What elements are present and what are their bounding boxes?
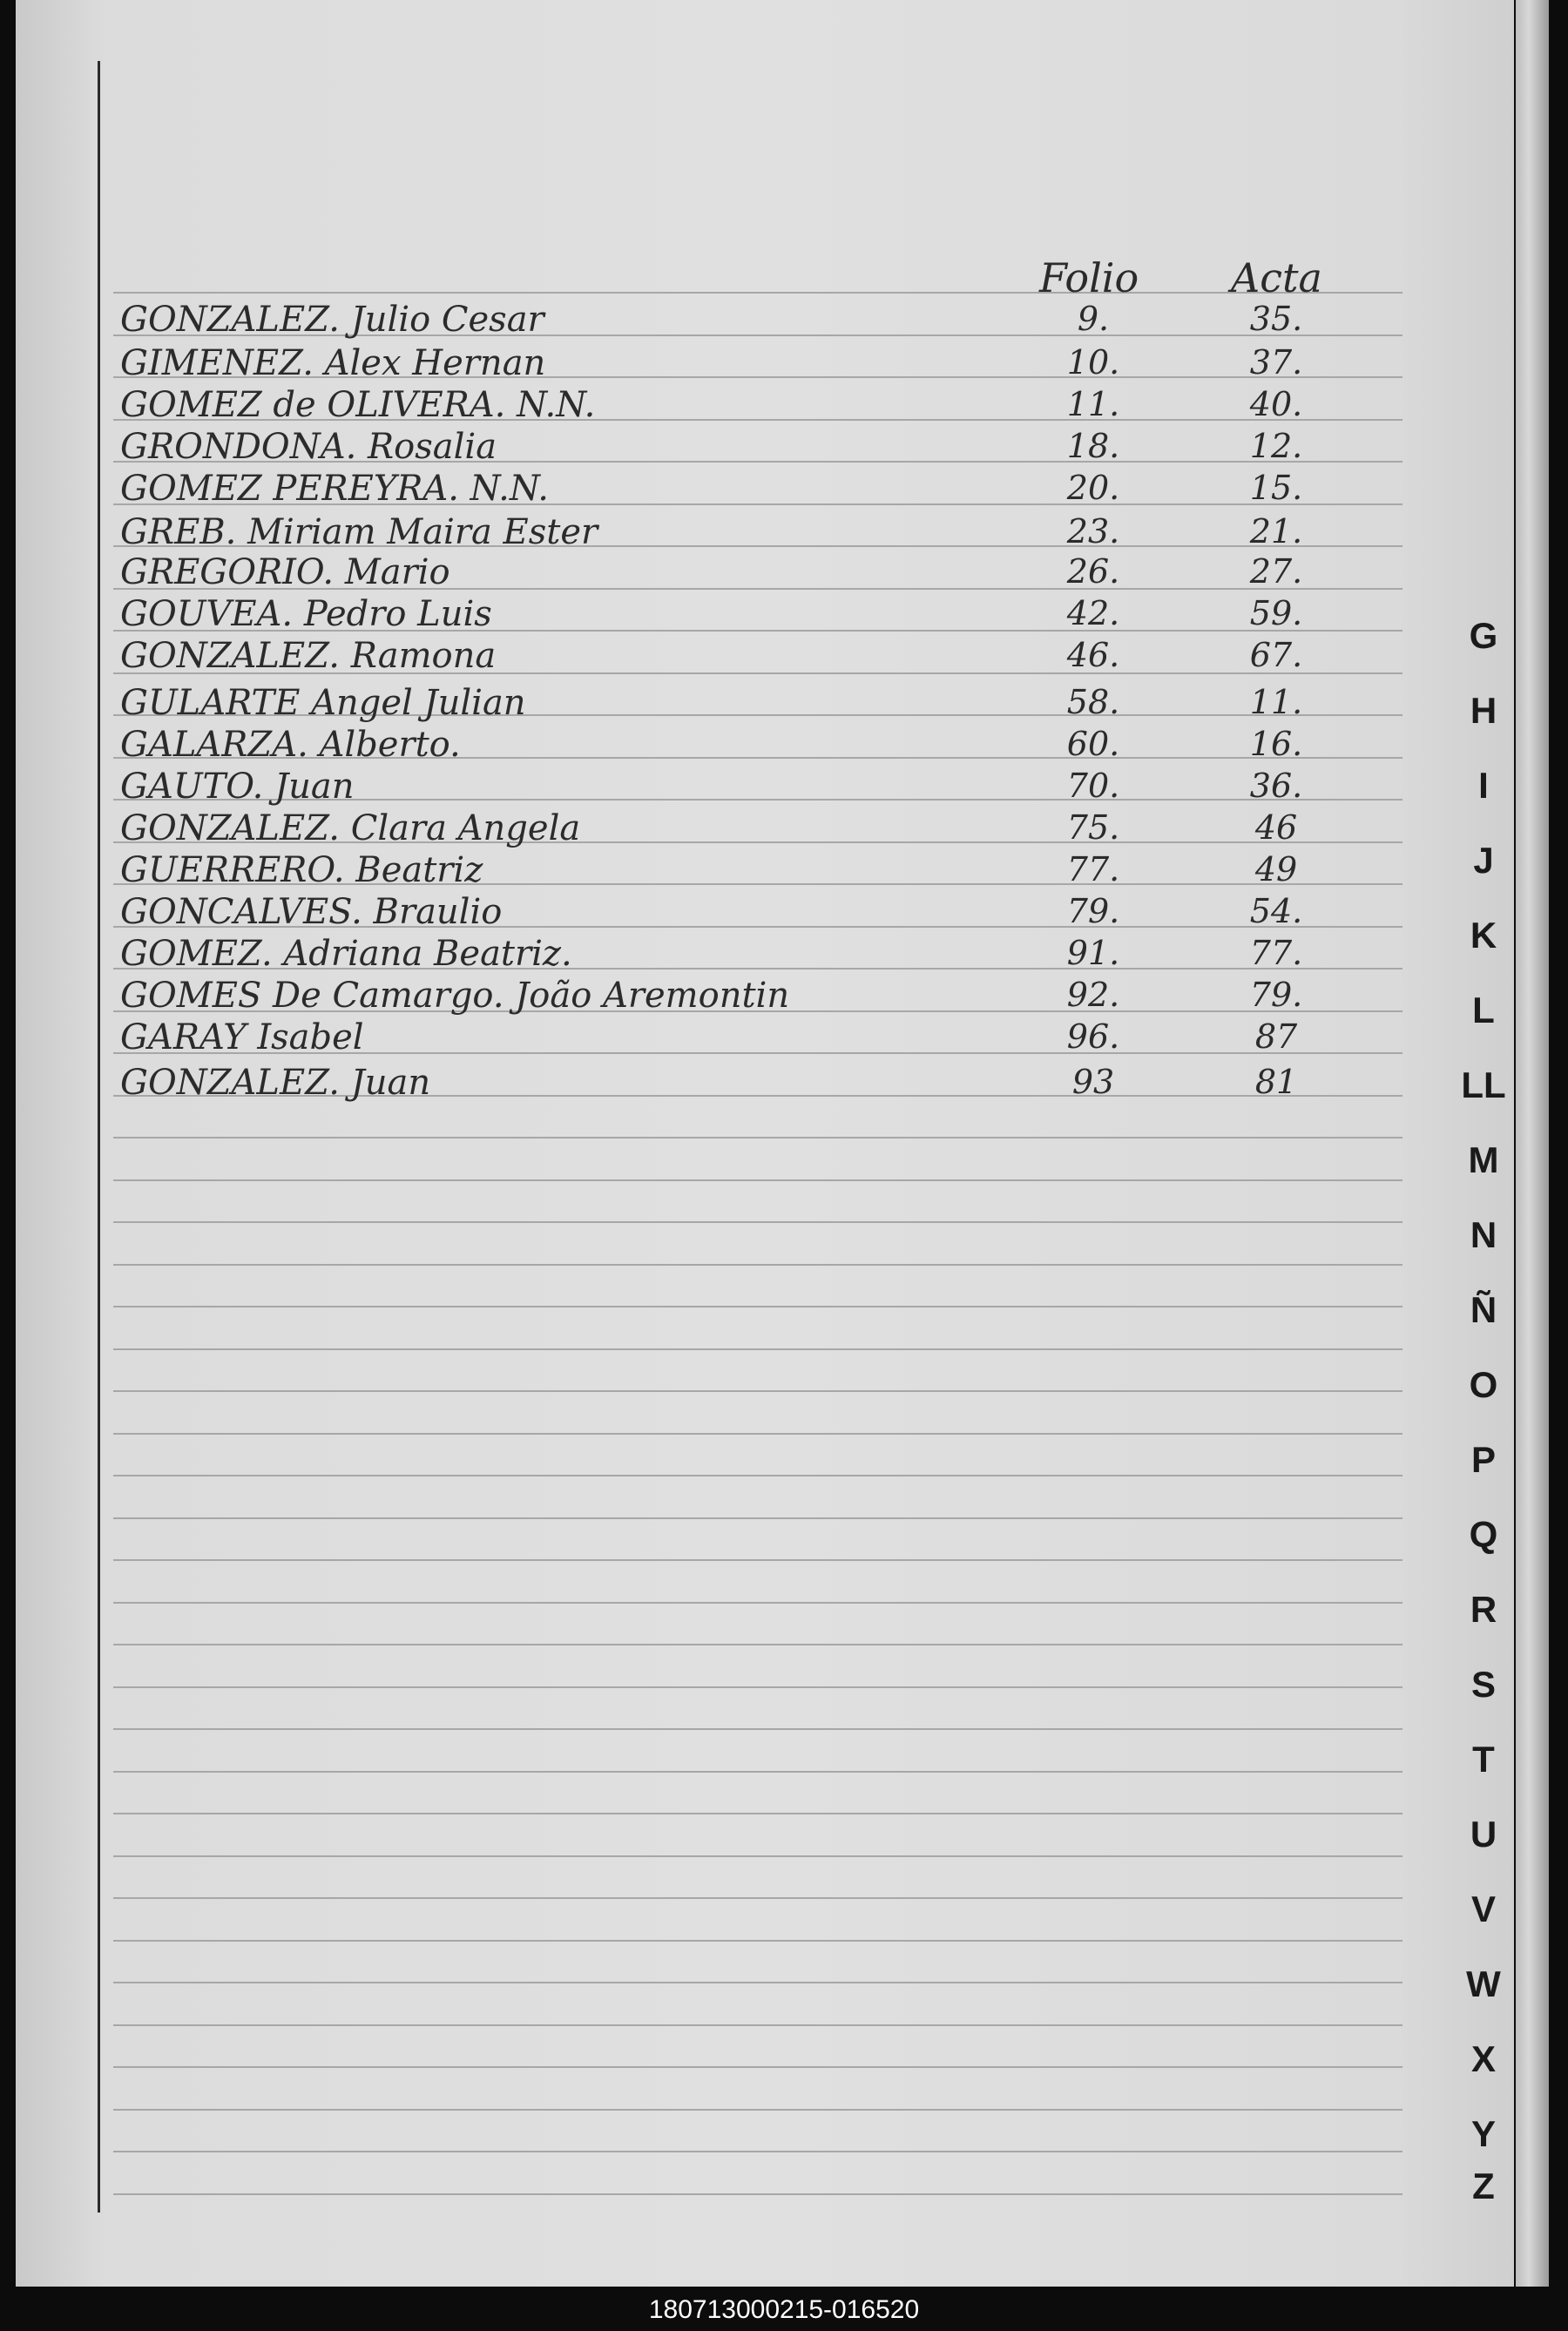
- entry-name: GONCALVES. Braulio: [120, 892, 503, 932]
- entry-name: GARAY Isabel: [120, 1017, 364, 1057]
- entry-acta: 77.: [1249, 934, 1303, 972]
- index-tab-r[interactable]: R: [1470, 1589, 1497, 1630]
- entry-name: GOUVEA. Pedro Luis: [120, 594, 492, 634]
- ruled-line: [113, 1137, 1402, 1138]
- entry-acta: 37.: [1249, 343, 1303, 382]
- index-tab-s[interactable]: S: [1470, 1664, 1496, 1705]
- entry-acta: 79.: [1249, 976, 1303, 1014]
- list-item: [113, 549, 1376, 592]
- entry-name: GOMEZ. Adriana Beatriz.: [120, 934, 572, 974]
- index-tab-i[interactable]: I: [1478, 765, 1489, 806]
- entry-name: GOMES De Camargo. João Aremontin: [120, 976, 790, 1016]
- ruled-line: [113, 1982, 1402, 1983]
- list-item: [113, 805, 1376, 848]
- list-item: [113, 972, 1376, 1016]
- list-item: [113, 632, 1376, 676]
- ruled-line: [113, 1559, 1402, 1561]
- list-item: [113, 340, 1376, 383]
- entry-folio: 11.: [1066, 385, 1120, 423]
- entry-acta: 40.: [1249, 385, 1303, 423]
- entry-folio: 18.: [1066, 427, 1120, 465]
- folio-column-header: Folio: [1039, 254, 1139, 301]
- list-item: [113, 763, 1376, 807]
- entry-name: GREGORIO. Mario: [120, 552, 450, 592]
- entry-acta: 59.: [1249, 594, 1303, 632]
- entry-folio: 26.: [1066, 552, 1120, 591]
- entry-name: GONZALEZ. Juan: [120, 1063, 431, 1103]
- entry-acta: 36.: [1249, 767, 1303, 805]
- list-item: [113, 509, 1376, 552]
- entry-acta: 81: [1254, 1063, 1298, 1101]
- list-item: [113, 1059, 1376, 1103]
- list-item: [113, 888, 1376, 932]
- index-tab-v[interactable]: V: [1470, 1888, 1496, 1929]
- ruled-line: [113, 1306, 1402, 1307]
- entry-name: GUERRERO. Beatriz: [120, 850, 483, 890]
- list-item: [113, 465, 1376, 509]
- entry-folio: 20.: [1066, 469, 1120, 507]
- entry-acta: 27.: [1249, 552, 1303, 591]
- entry-folio: 92.: [1066, 976, 1120, 1014]
- entry-folio: 91.: [1066, 934, 1120, 972]
- ledger-page: [16, 0, 1514, 2287]
- entry-acta: 16.: [1249, 725, 1303, 763]
- entry-acta: 21.: [1249, 512, 1303, 551]
- index-tab-k[interactable]: K: [1470, 915, 1497, 956]
- ruled-line: [113, 2193, 1402, 2195]
- entry-name: GOMEZ PEREYRA. N.N.: [120, 469, 549, 509]
- entry-folio: 60.: [1066, 725, 1120, 763]
- index-tab-u[interactable]: U: [1470, 1814, 1497, 1855]
- acta-column-header: Acta: [1231, 254, 1322, 301]
- alphabet-index-tabs: [1427, 610, 1514, 2213]
- entry-folio: 23.: [1066, 512, 1120, 551]
- entry-name: GAUTO. Juan: [120, 767, 355, 807]
- ruled-line: [113, 1940, 1402, 1942]
- entry-acta: 87: [1254, 1017, 1298, 1056]
- list-item: [113, 296, 1376, 340]
- entry-acta: 54.: [1249, 892, 1303, 930]
- list-item: [113, 930, 1376, 974]
- page-edge: [1516, 0, 1549, 2287]
- entry-acta: 35.: [1249, 300, 1303, 338]
- entry-name: GONZALEZ. Ramona: [120, 636, 497, 676]
- entry-folio: 96.: [1066, 1017, 1120, 1056]
- entry-folio: 9.: [1077, 300, 1110, 338]
- list-item: [113, 679, 1376, 723]
- ruled-line: [113, 1728, 1402, 1730]
- entry-folio: 79.: [1066, 892, 1120, 930]
- ruled-line: [113, 1517, 1402, 1519]
- ruled-line: [113, 1433, 1402, 1435]
- ruled-line: [113, 292, 1402, 294]
- entry-acta: 11.: [1249, 683, 1303, 721]
- index-tab-j[interactable]: J: [1473, 840, 1494, 881]
- entry-folio: 42.: [1066, 594, 1120, 632]
- entry-folio: 10.: [1066, 343, 1120, 382]
- entry-folio: 93: [1071, 1063, 1115, 1101]
- ruled-line: [113, 1348, 1402, 1350]
- entry-name: GIMENEZ. Alex Hernan: [120, 343, 546, 383]
- ruled-line: [113, 2024, 1402, 2026]
- list-item: [113, 591, 1376, 634]
- entry-name: GREB. Miriam Maira Ester: [120, 512, 598, 552]
- list-item: [113, 721, 1376, 765]
- index-tab-g[interactable]: G: [1469, 615, 1498, 656]
- index-tab-o[interactable]: O: [1469, 1364, 1498, 1405]
- list-item: [113, 847, 1376, 890]
- index-tab-t[interactable]: T: [1472, 1739, 1495, 1780]
- ruled-line: [113, 1390, 1402, 1392]
- margin-line: [98, 61, 100, 2213]
- index-tab-y[interactable]: Y: [1470, 2113, 1496, 2154]
- entry-acta: 67.: [1249, 636, 1303, 674]
- index-tab-z[interactable]: Z: [1472, 2165, 1495, 2206]
- entry-folio: 75.: [1066, 808, 1120, 847]
- index-tab-x[interactable]: X: [1470, 2038, 1496, 2079]
- ruled-line: [113, 1644, 1402, 1645]
- ruled-line: [113, 1813, 1402, 1814]
- ruled-line: [113, 1221, 1402, 1223]
- index-tab-ll[interactable]: LL: [1461, 1064, 1506, 1105]
- index-tab-n[interactable]: N: [1470, 1214, 1497, 1255]
- entry-name: GOMEZ de OLIVERA. N.N.: [120, 385, 596, 425]
- ruled-line: [113, 1686, 1402, 1688]
- ruled-line: [113, 1179, 1402, 1181]
- entry-acta: 15.: [1249, 469, 1303, 507]
- index-tab-m[interactable]: M: [1468, 1139, 1499, 1180]
- list-item: [113, 423, 1376, 467]
- index-tab-l[interactable]: L: [1472, 990, 1495, 1030]
- list-item: [113, 382, 1376, 425]
- entry-name: GALARZA. Alberto.: [120, 725, 461, 765]
- list-item: [113, 1014, 1376, 1057]
- entry-folio: 46.: [1066, 636, 1120, 674]
- ruled-line: [113, 1897, 1402, 1899]
- entry-folio: 58.: [1066, 683, 1120, 721]
- entry-name: GRONDONA. Rosalia: [120, 427, 497, 467]
- index-tab-w[interactable]: W: [1466, 1963, 1501, 2004]
- ruled-line: [113, 1475, 1402, 1476]
- ruled-line: [113, 2066, 1402, 2068]
- ruled-line: [113, 1264, 1402, 1266]
- index-tab-p[interactable]: P: [1470, 1439, 1496, 1480]
- index-tab-q[interactable]: Q: [1469, 1514, 1498, 1555]
- entry-folio: 70.: [1066, 767, 1120, 805]
- index-tab-h[interactable]: H: [1470, 690, 1497, 731]
- entry-acta: 46: [1254, 808, 1298, 847]
- entry-name: GONZALEZ. Clara Angela: [120, 808, 581, 848]
- index-tab-enye[interactable]: Ñ: [1470, 1289, 1497, 1330]
- ruled-line: [113, 1771, 1402, 1773]
- ruled-line: [113, 1855, 1402, 1857]
- ruled-line: [113, 2109, 1402, 2111]
- entry-folio: 77.: [1066, 850, 1120, 888]
- entry-acta: 49: [1254, 850, 1298, 888]
- entry-name: GONZALEZ. Julio Cesar: [120, 300, 544, 340]
- entry-acta: 12.: [1249, 427, 1303, 465]
- entry-name: GULARTE Angel Julian: [120, 683, 526, 723]
- scan-id-label: 180713000215-016520: [648, 2295, 920, 2324]
- ruled-line: [113, 1602, 1402, 1604]
- ruled-line: [113, 2151, 1402, 2152]
